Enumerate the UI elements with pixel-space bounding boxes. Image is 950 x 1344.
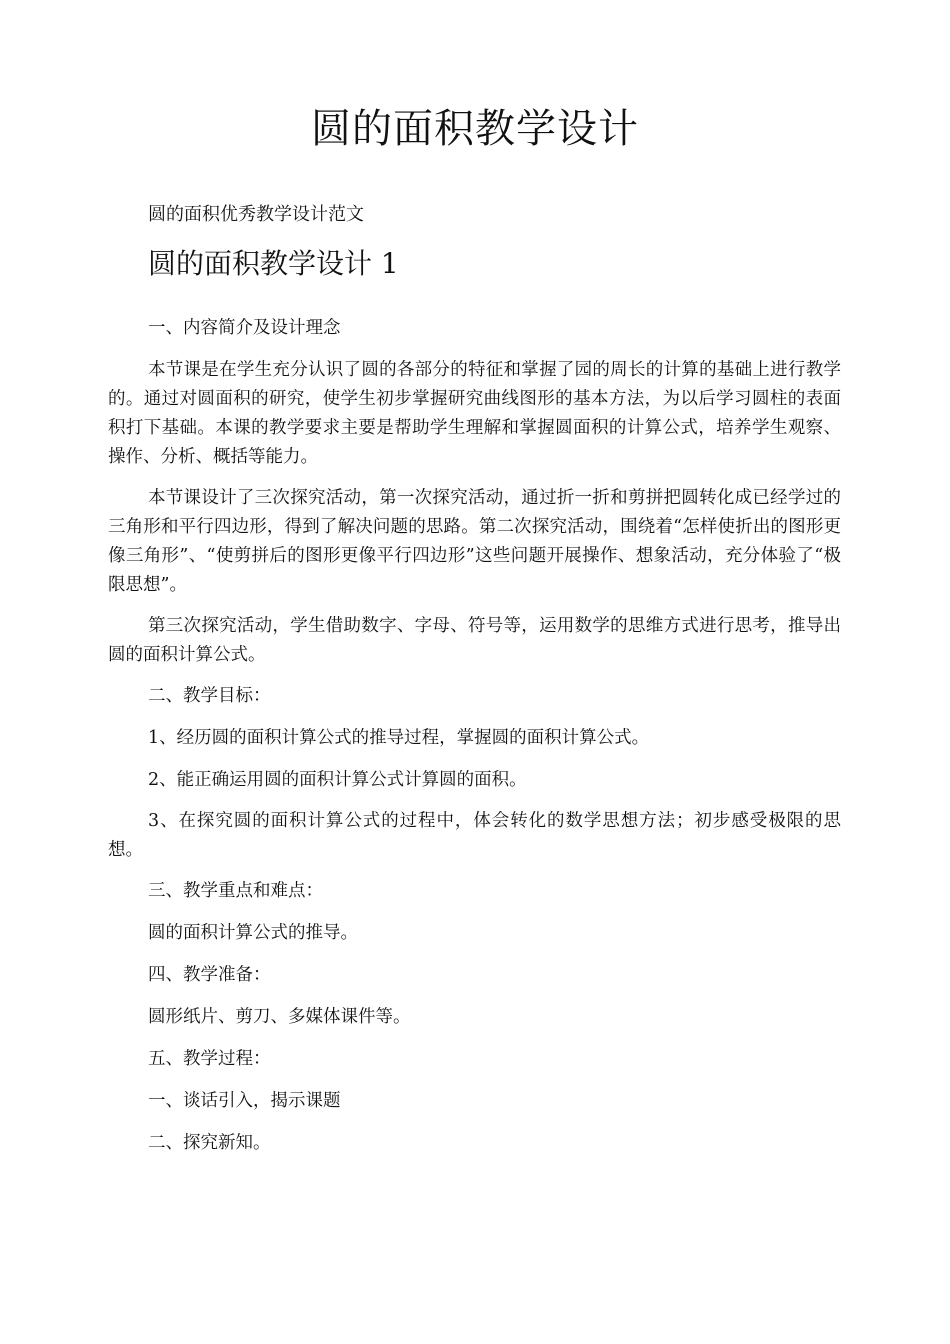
paragraph-goals-heading: 二、教学目标： <box>148 686 271 706</box>
paragraph-key-points-heading: 三、教学重点和难点： <box>148 881 323 901</box>
paragraph-goal-1: 1、经历圆的面积计算公式的推导过程，掌握圆的面积计算公式。 <box>148 728 650 748</box>
paragraph-step-2: 二、探究新知。 <box>148 1133 271 1153</box>
paragraph-third-activity: 第三次探究活动，学生借助数字、字母、符号等，运用数学的思维方式进行思考，推导出圆的面积计算公式。 <box>108 616 841 665</box>
section-heading: 圆的面积教学设计 1 <box>148 247 399 280</box>
paragraph-process-heading: 五、教学过程： <box>148 1049 271 1069</box>
document-body <box>108 314 841 1168</box>
paragraph-preparation-heading: 四、教学准备： <box>148 965 271 985</box>
paragraph-key-points: 圆的面积计算公式的推导。 <box>148 923 358 943</box>
paragraph-goal-3: 3、在探究圆的面积计算公式的过程中，体会转化的数学思想方法；初步感受极限的思想。 <box>108 811 841 860</box>
paragraph-step-1: 一、谈话引入，揭示课题 <box>148 1091 341 1111</box>
paragraph-preparation: 圆形纸片、剪刀、多媒体课件等。 <box>148 1007 411 1027</box>
document-title: 圆的面积教学设计 <box>311 106 639 152</box>
paragraph-intro-text: 本节课是在学生充分认识了圆的各部分的特征和掌握了园的周长的计算的基础上进行教学的。通过对圆面积的研究，使学生初步掌握研究曲线图形的基本方法，为以后学习圆柱的表面积打下基础。本课的教学要求主要是帮助学生理解和掌握圆面积的计算公式，培养学生观察、操作、分析、概括等能力。 <box>108 360 841 467</box>
paragraph-intro-heading: 一、内容简介及设计理念 <box>148 318 341 338</box>
document-subtitle: 圆的面积优秀教学设计范文 <box>148 204 364 225</box>
paragraph-goal-2: 2、能正确运用圆的面积计算公式计算圆的面积。 <box>148 770 527 790</box>
paragraph-design-activities: 本节课设计了三次探究活动，第一次探究活动，通过折一折和剪拼把圆转化成已经学过的三角形和平行四边形，得到了解决问题的思路。第二次探究活动，围绕着“怎样使折出的图形更像三角形”、“使剪拼后的图形更像平行四边形”这些问题开展操作、想象活动，充分体验了“极限思想”。 <box>108 488 841 595</box>
